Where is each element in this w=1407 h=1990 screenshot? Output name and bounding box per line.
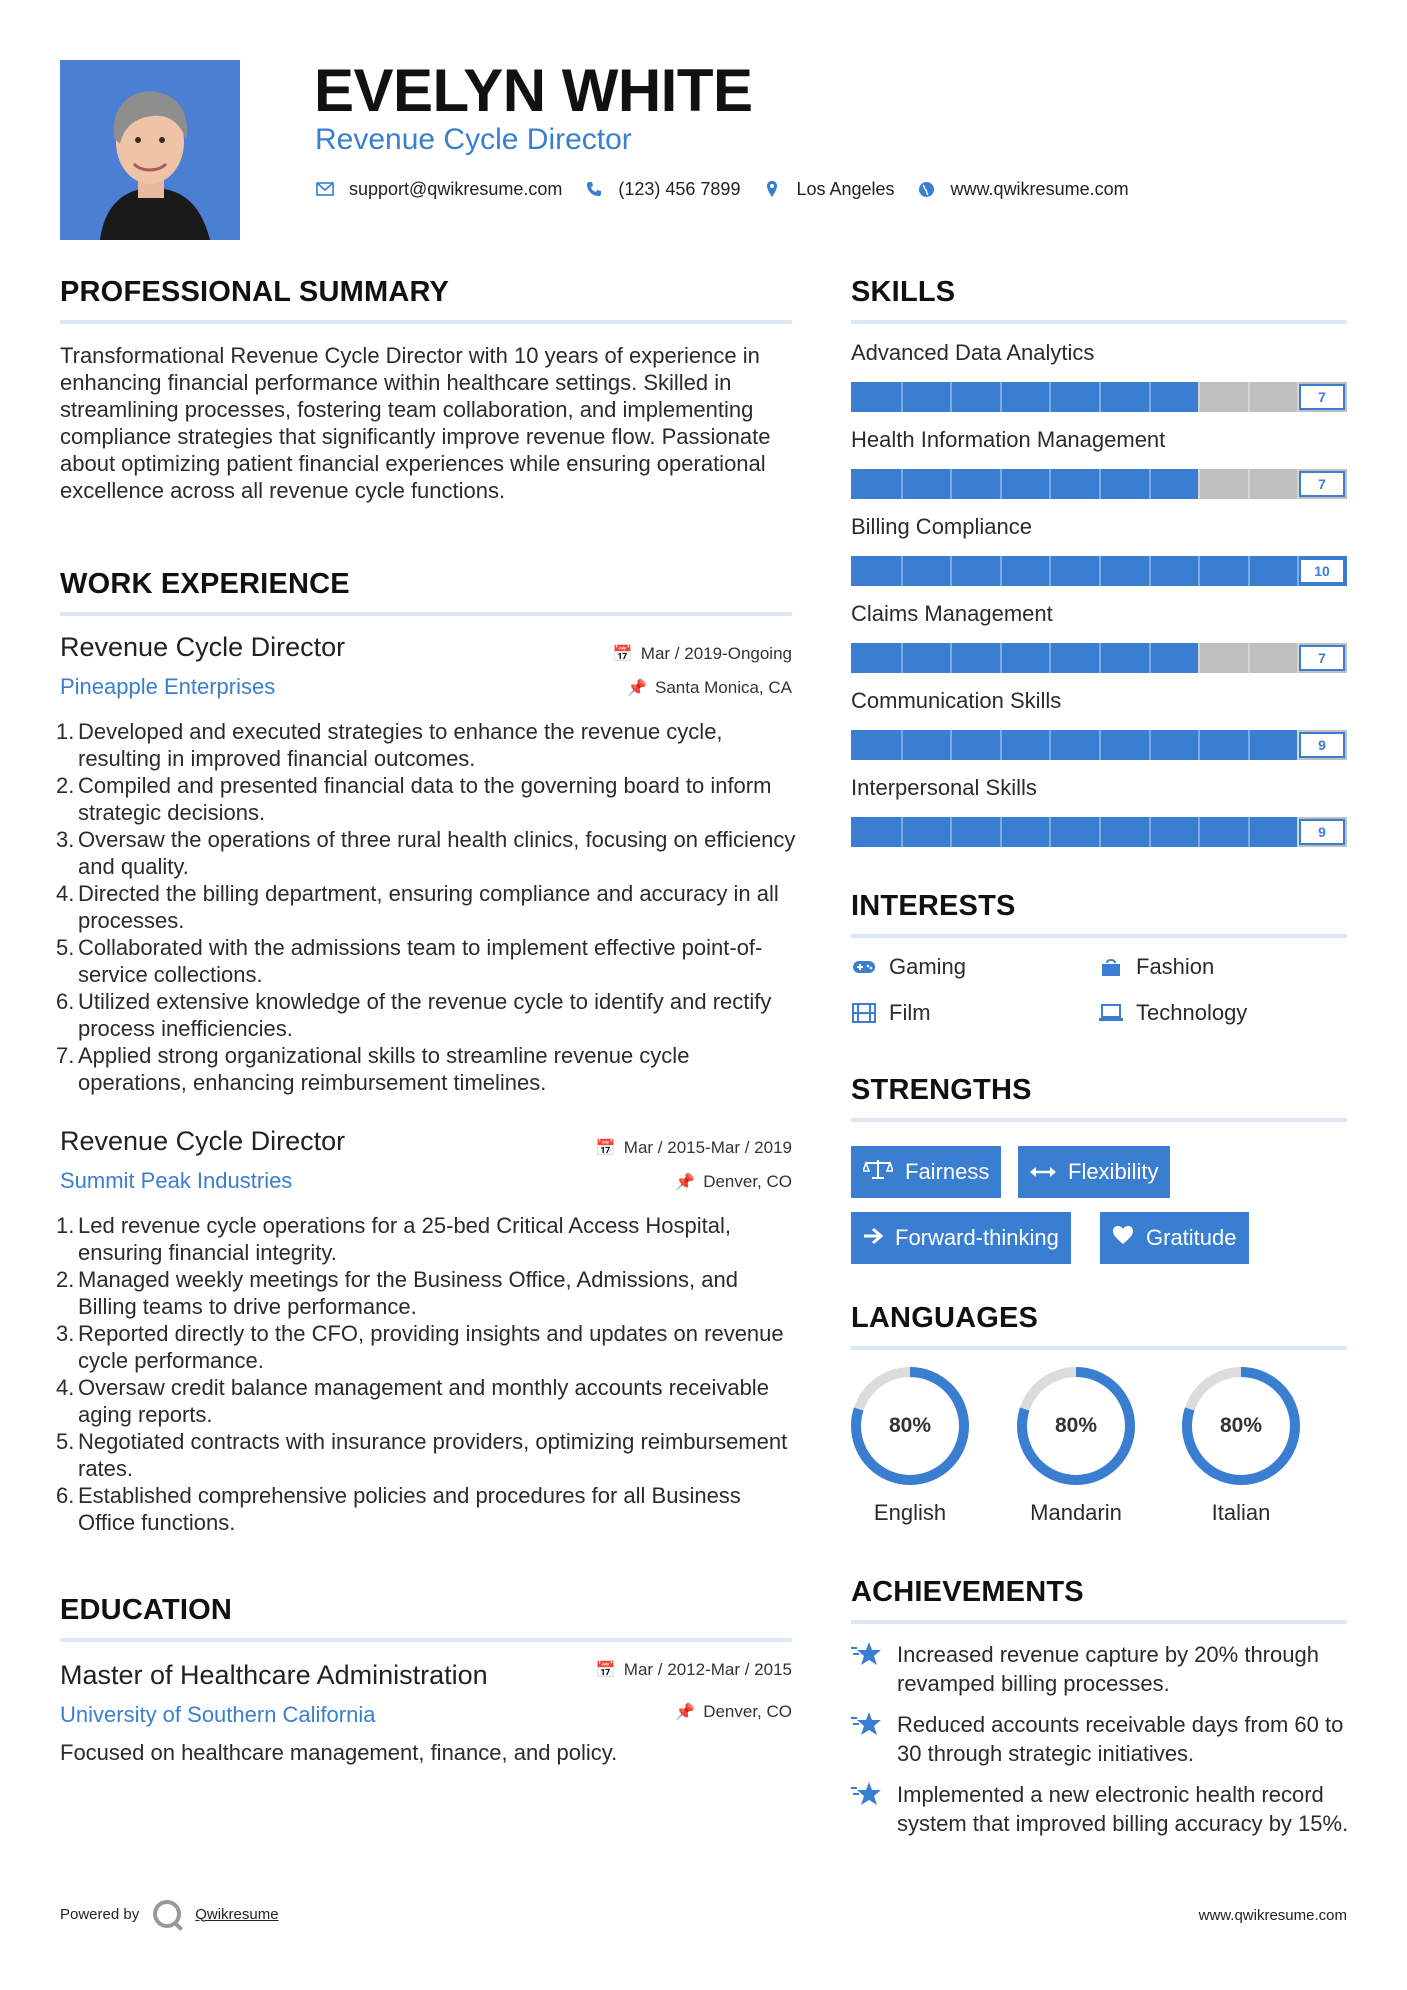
skill-bar-segment [1248,469,1250,499]
skill-bar-segment [950,730,952,760]
list-item: 1. Developed and executed strategies to enhance the revenue cycle, resulting in improved financial outcomes. [56,719,723,771]
skill-bar-segment [1049,817,1051,847]
calendar-icon: 📅 [595,1140,616,1157]
job-bullets [56,718,796,1096]
arrow-right-icon [863,1225,883,1251]
strength-label: Flexibility [1068,1159,1159,1184]
language-name: Italian [1211,1500,1271,1525]
film-icon [851,1003,877,1023]
portrait-image [60,60,240,240]
interest-label: Technology [1136,1000,1248,1025]
strength-flexibility [1018,1146,1170,1198]
candidate-role: Revenue Cycle Director [315,123,632,156]
interest-technology [1098,1000,1247,1026]
skill-bar-segment [1149,730,1151,760]
skill-bar-segment [1248,730,1250,760]
skill-bar-segment [901,556,903,586]
experience-heading: WORK EXPERIENCE [60,568,350,600]
list-item: 3. Reported directly to the CFO, providing insights and updates on revenue cycle performance. [56,1321,784,1373]
brand-link[interactable]: Qwikresume [195,1905,279,1923]
profile-photo [60,60,240,240]
achievement-text: Implemented a new electronic health record system that improved billing accuracy by 15%. [897,1782,1349,1836]
language-item [848,1364,972,1526]
job-bullets [56,1212,796,1536]
skill-name: Interpersonal Skills [851,775,1037,800]
skill-bar [851,643,1347,673]
skill-bar-segment [1198,730,1200,760]
skill-bar-segment [1248,382,1250,412]
map-pin-icon [762,180,782,198]
skill-bar-segment [901,469,903,499]
skill-bar-segment [1049,643,1051,673]
list-item: 5. Collaborated with the admissions team to implement effective point-of-service collections. [56,935,763,987]
skill-bar [851,730,1347,760]
skill-bar-segment [1099,556,1101,586]
achievement-text: Increased revenue capture by 20% through revamped billing processes. [897,1642,1319,1696]
interest-label: Gaming [889,954,967,979]
strengths-heading: STRENGTHS [851,1074,1032,1106]
skill-bar [851,382,1347,412]
skill-bar-segment [1049,730,1051,760]
heart-icon [1112,1225,1134,1251]
skill-bar-segment [901,643,903,673]
language-name: English [873,1500,947,1525]
language-percent: 80% [1054,1414,1098,1437]
job-location [675,1172,792,1192]
skill-level-badge: 10 [1299,558,1345,584]
language-item [1179,1364,1303,1526]
job-location-text: Denver, CO [703,1172,792,1191]
job-company: Summit Peak Industries [60,1168,293,1193]
summary-divider [60,320,792,324]
skill-bar-segment [1198,469,1200,499]
list-item: 6. Utilized extensive knowledge of the revenue cycle to identify and rectify process inefficiencies. [56,989,772,1041]
school-name: University of Southern California [60,1702,376,1727]
skill-bar-segment [1198,817,1200,847]
job-title: Revenue Cycle Director [60,1126,346,1156]
strength-label: Gratitude [1146,1225,1237,1250]
skill-name: Health Information Management [851,427,1166,452]
skill-bar-segment [1149,469,1151,499]
skill-level-badge: 7 [1299,645,1345,671]
skill-bar-segment [1049,382,1051,412]
achievement-item [851,1780,1351,1838]
skill-bar-segment [950,643,952,673]
skill-bar-fill [851,643,1198,673]
website-text: www.qwikresume.com [950,178,1129,199]
list-item: 1. Led revenue cycle operations for a 25-bed Critical Access Hospital, ensuring financial integrity. [56,1213,732,1265]
skill-bar-segment [1099,382,1101,412]
skill-bar-segment [1000,382,1002,412]
skill-name: Communication Skills [851,688,1062,713]
interests-divider [851,934,1347,938]
interest-label: Film [889,1000,931,1025]
skill-bar-segment [1049,556,1051,586]
skill-bar-segment [901,817,903,847]
skill-bar-segment [1248,643,1250,673]
skill-name: Advanced Data Analytics [851,340,1095,365]
skill-bar-fill [851,817,1297,847]
job-title: Revenue Cycle Director [60,632,346,662]
skill-bar-segment [1149,817,1151,847]
list-item: 2. Managed weekly meetings for the Business Office, Admissions, and Billing teams to drive performance. [56,1267,738,1319]
skill-bar-segment [901,382,903,412]
job-company: Pineapple Enterprises [60,674,276,699]
pushpin-icon: 📌 [675,1174,696,1191]
powered-by-text: Powered by [60,1905,140,1923]
phone-icon [584,181,604,197]
languages-divider [851,1346,1347,1350]
location-text: Los Angeles [796,178,895,199]
skill-bar-segment [1099,643,1101,673]
skill-bar-segment [1000,730,1002,760]
contact-email[interactable] [315,179,562,200]
education-dates-text: Mar / 2012-Mar / 2015 [623,1660,792,1679]
skill-name: Claims Management [851,601,1053,626]
education-dates [596,1660,792,1680]
skill-bar-segment [1198,382,1200,412]
achievements-divider [851,1620,1347,1624]
education-location [675,1702,792,1722]
strengths-divider [851,1118,1347,1122]
interest-gaming [851,954,966,980]
job-location [627,678,792,698]
skill-level-badge: 9 [1299,819,1345,845]
strength-forward-thinking [851,1212,1071,1264]
strength-fairness [851,1146,1001,1198]
pushpin-icon: 📌 [675,1704,696,1721]
job-dates [596,1138,792,1158]
summary-text: Transformational Revenue Cycle Director with 10 years of experience in enhancing financial performance within healthcare settings. Skilled in streamlining processes, fostering team collaboration, and implementing compliance strategies that significantly improve revenue flow. Passionate about optimizing patient financial experiences while ensuring operational excellence across all revenue cycle functions. [60,343,771,503]
star-icon [851,1780,885,1838]
strength-label: Fairness [905,1159,990,1184]
skill-name: Billing Compliance [851,514,1032,539]
skills-heading: SKILLS [851,276,956,308]
list-item: 5. Negotiated contracts with insurance providers, optimizing reimbursement rates. [56,1429,788,1481]
languages-heading: LANGUAGES [851,1302,1039,1334]
star-icon [851,1710,885,1768]
laptop-icon [1098,1004,1124,1022]
gamepad-icon [851,959,877,975]
interests-heading: INTERESTS [851,890,1016,922]
skill-bar-segment [1248,817,1250,847]
achievement-item [851,1710,1351,1768]
email-text: support@qwikresume.com [349,178,563,199]
achievement-item [851,1640,1351,1698]
globe-icon [917,181,937,198]
skill-bar-segment [1248,556,1250,586]
skill-bar-segment [1149,643,1151,673]
experience-divider [60,612,792,616]
skill-bar-segment [1000,817,1002,847]
skill-bar-segment [1000,556,1002,586]
phone-text: (123) 456 7899 [618,178,741,199]
skill-bar-segment [950,469,952,499]
strength-label: Forward-thinking [895,1225,1059,1250]
list-item: 6. Established comprehensive policies and procedures for all Business Office functions. [56,1483,741,1535]
job-location-text: Santa Monica, CA [654,678,792,697]
summary-heading: PROFESSIONAL SUMMARY [60,276,450,308]
envelope-icon [315,182,335,196]
language-item [1014,1364,1138,1526]
skill-bar-fill [851,469,1198,499]
list-item: 4. Directed the billing department, ensuring compliance and accuracy in all processes. [56,881,779,933]
calendar-icon: 📅 [612,646,633,663]
education-heading: EDUCATION [60,1594,233,1626]
skill-level-badge: 9 [1299,732,1345,758]
skill-bar-segment [950,556,952,586]
skill-bar-segment [1099,817,1101,847]
language-percent: 80% [888,1414,932,1437]
contact-bar [315,176,1151,202]
interest-fashion [1098,954,1214,980]
balance-scale-icon [863,1158,893,1186]
star-icon [851,1640,885,1698]
language-percent: 80% [1219,1414,1263,1437]
interest-label: Fashion [1136,954,1215,979]
skill-bar-segment [901,730,903,760]
achievements-heading: ACHIEVEMENTS [851,1576,1084,1608]
contact-website[interactable] [917,179,1129,200]
skill-bar [851,556,1347,586]
achievement-text: Reduced accounts receivable days from 60 to 30 through strategic initiatives. [897,1712,1344,1766]
skill-bar-fill [851,730,1297,760]
skill-bar-segment [1000,643,1002,673]
skill-bar-segment [1198,643,1200,673]
education-description: Focused on healthcare management, finance, and policy. [60,1740,618,1765]
interest-film [851,1000,931,1026]
skill-bar-segment [1198,556,1200,586]
skill-bar-segment [950,817,952,847]
degree-title: Master of Healthcare Administration [60,1660,488,1690]
job-dates-text: Mar / 2015-Mar / 2019 [623,1138,792,1157]
qwikresume-logo-icon [153,1900,181,1928]
job-dates-text: Mar / 2019-Ongoing [640,644,792,663]
skill-bar-fill [851,382,1198,412]
pushpin-icon: 📌 [627,680,647,697]
skill-level-badge: 7 [1299,384,1345,410]
language-name: Mandarin [1030,1500,1122,1525]
skill-bar-segment [1049,469,1051,499]
list-item: 4. Oversaw credit balance management and monthly accounts receivable aging reports. [56,1375,769,1427]
skill-bar [851,469,1347,499]
strength-gratitude [1100,1212,1249,1264]
footer-website-link[interactable]: www.qwikresume.com [1198,1907,1347,1924]
skill-bar [851,817,1347,847]
contact-location [762,179,894,200]
list-item: 3. Oversaw the operations of three rural health clinics, focusing on efficiency and quality. [56,827,796,879]
skills-divider [851,320,1347,324]
list-item: 2. Compiled and presented financial data to the governing board to inform strategic decisions. [56,773,772,825]
list-item: 7. Applied strong organizational skills to streamline revenue cycle operations, enhancing reimbursement timelines. [56,1043,690,1095]
footer-branding [60,1900,279,1928]
contact-phone[interactable] [584,179,740,200]
skill-bar-segment [1099,730,1101,760]
skill-bar-segment [1149,556,1151,586]
education-location-text: Denver, CO [703,1702,792,1721]
arrows-horizontal-icon [1030,1159,1056,1185]
skill-bar-segment [1099,469,1101,499]
candidate-name: EVELYN WHITE [314,57,753,124]
skill-level-badge: 7 [1299,471,1345,497]
shopping-bag-icon [1098,956,1124,978]
skill-bar-segment [1000,469,1002,499]
job-dates [613,644,792,664]
calendar-icon: 📅 [595,1662,616,1679]
education-divider [60,1638,792,1642]
skill-bar-segment [1149,382,1151,412]
skill-bar-segment [950,382,952,412]
